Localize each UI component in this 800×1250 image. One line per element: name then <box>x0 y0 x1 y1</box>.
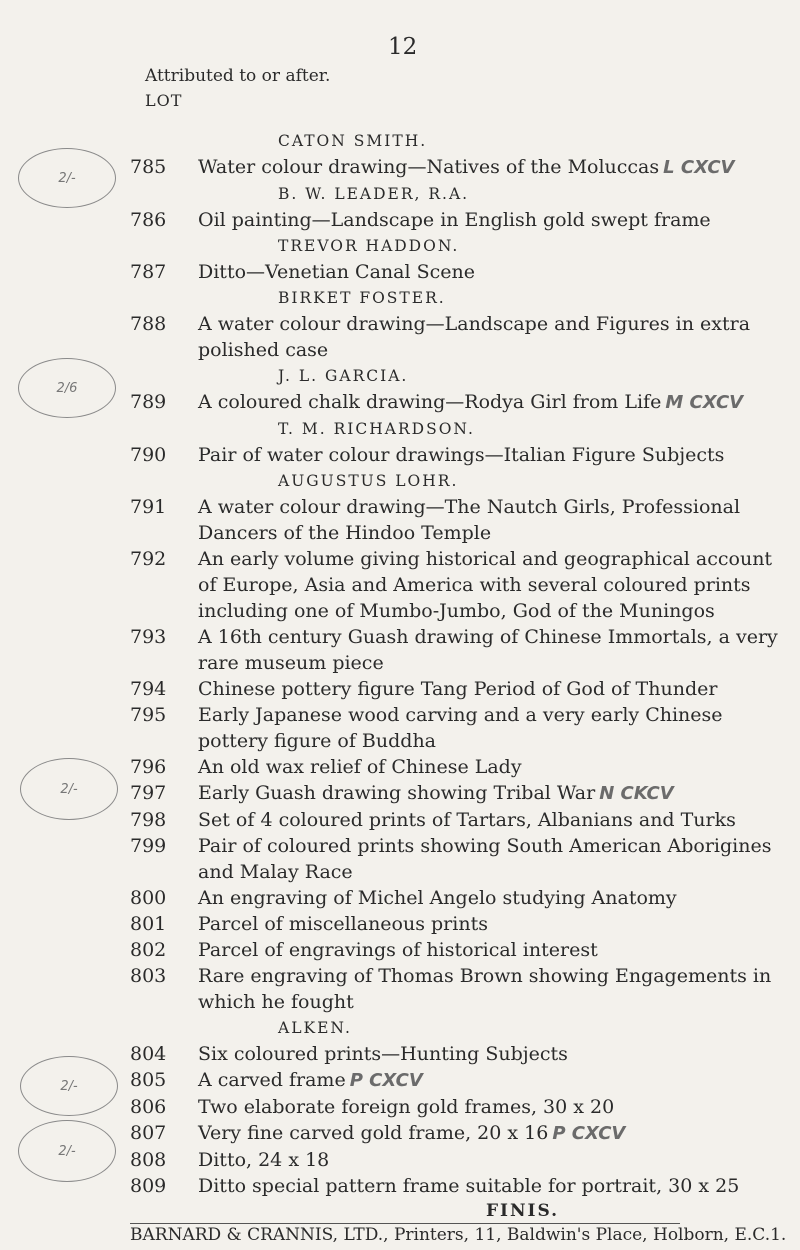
lot-entry <box>130 624 795 676</box>
lot-entry <box>130 207 795 233</box>
lot-number: 802 <box>130 939 167 961</box>
lot-description: A water colour drawing—Landscape and Figures in extra polished case <box>198 313 751 361</box>
lot-number: 804 <box>130 1043 167 1065</box>
lot-number: 803 <box>130 965 167 987</box>
lot-description: A 16th century Guash drawing of Chinese Immortals, a very rare museum piece <box>198 626 778 674</box>
artist-name: B. W. LEADER, R.A. <box>278 185 470 203</box>
lot-number: 786 <box>130 209 167 231</box>
lot-number: 787 <box>130 261 167 283</box>
lot-description: Ditto, 24 x 18 <box>198 1149 330 1171</box>
lot-entry <box>130 1120 795 1147</box>
lot-entry <box>130 546 795 624</box>
finis-text: FINIS. <box>485 1201 560 1221</box>
lot-description: Ditto special pattern frame suitable for portrait, 30 x 25 <box>198 1175 740 1197</box>
lot-number: 805 <box>130 1069 167 1091</box>
lot-number: 800 <box>130 887 167 909</box>
lot-entry <box>130 1041 795 1067</box>
lot-entry <box>130 780 795 807</box>
lot-entry <box>130 754 795 780</box>
artist-name: J. L. GARCIA. <box>278 367 409 385</box>
lot-number: 801 <box>130 913 167 935</box>
lot-entry <box>130 442 795 468</box>
artist-name: CATON SMITH. <box>278 132 428 150</box>
lot-number: 790 <box>130 444 167 466</box>
lot-number: 795 <box>130 704 167 726</box>
margin-mark-805: 2/- <box>20 1056 118 1116</box>
lot-description: Water colour drawing—Natives of the Moluccas L CXCV <box>198 156 735 178</box>
lot-entry <box>130 833 795 885</box>
lot-description: An early volume giving historical and geographical account of Europe, Asia and America with several coloured prints including one of Mumbo-Jumbo, God of the Muningos <box>198 548 773 622</box>
lot-number: 797 <box>130 782 167 804</box>
lot-entry <box>130 259 795 285</box>
artist-name: ALKEN. <box>278 1019 352 1037</box>
lot-description: Six coloured prints—Hunting Subjects <box>198 1043 568 1065</box>
lot-description: An old wax relief of Chinese Lady <box>198 756 522 778</box>
margin-mark-785: 2/- <box>18 148 116 208</box>
lot-description: An engraving of Michel Angelo studying Anatomy <box>198 887 677 909</box>
lot-entry <box>130 1094 795 1120</box>
lot-description: A carved frame P CXCV <box>198 1069 423 1091</box>
lot-number: 792 <box>130 548 167 570</box>
lot-column-heading: LOT <box>145 91 183 110</box>
lot-description: Very fine carved gold frame, 20 x 16 P CXCV <box>198 1122 626 1144</box>
page-number: 12 <box>388 34 418 60</box>
lot-description: Pair of water colour drawings—Italian Figure Subjects <box>198 444 725 466</box>
lot-number: 788 <box>130 313 167 335</box>
lot-entry <box>130 311 795 363</box>
lot-description: Ditto—Venetian Canal Scene <box>198 261 475 283</box>
lot-entry <box>130 154 795 181</box>
lot-entry <box>130 1173 795 1199</box>
margin-mark-789: 2/6 <box>18 358 116 418</box>
lot-entry <box>130 1147 795 1173</box>
lot-number: 807 <box>130 1122 167 1144</box>
lot-description: Two elaborate foreign gold frames, 30 x 20 <box>198 1096 615 1118</box>
lot-number: 793 <box>130 626 167 648</box>
lot-description: A coloured chalk drawing—Rodya Girl from Life M CXCV <box>198 391 744 413</box>
handwritten-note: P CXCV <box>349 1070 423 1091</box>
lot-number: 798 <box>130 809 167 831</box>
lot-description: A water colour drawing—The Nautch Girls, Professional Dancers of the Hindoo Temple <box>198 496 741 544</box>
lot-description: Parcel of miscellaneous prints <box>198 913 488 935</box>
lot-entry <box>130 389 795 416</box>
lot-entry <box>130 1067 795 1094</box>
lot-number: 796 <box>130 756 167 778</box>
lot-entry <box>130 807 795 833</box>
printer-imprint: BARNARD & CRANNIS, LTD., Printers, 11, Baldwin's Place, Holborn, E.C.1. <box>130 1225 787 1245</box>
handwritten-note: N CKCV <box>599 783 674 804</box>
artist-name: T. M. RICHARDSON. <box>278 420 475 438</box>
lot-entry <box>130 494 795 546</box>
lot-number: 791 <box>130 496 167 518</box>
lot-entry <box>130 702 795 754</box>
lot-entry <box>130 937 795 963</box>
margin-mark-807: 2/- <box>18 1120 116 1182</box>
handwritten-note: L CXCV <box>663 157 735 178</box>
artist-name: BIRKET FOSTER. <box>278 289 446 307</box>
margin-mark-797: 2/- <box>20 758 118 820</box>
attributed-heading: Attributed to or after. <box>145 66 331 86</box>
lot-description: Early Japanese wood carving and a very early Chinese pottery figure of Buddha <box>198 704 723 752</box>
lot-number: 809 <box>130 1175 167 1197</box>
catalogue-entries <box>130 128 795 1246</box>
handwritten-note: P CXCV <box>552 1123 626 1144</box>
lot-number: 794 <box>130 678 167 700</box>
lot-description: Early Guash drawing showing Tribal War N CKCV <box>198 782 674 804</box>
lot-description: Rare engraving of Thomas Brown showing Engagements in which he fought <box>198 965 772 1013</box>
lot-description: Oil painting—Landscape in English gold swept frame <box>198 209 711 231</box>
lot-number: 806 <box>130 1096 167 1118</box>
artist-name: TREVOR HADDON. <box>278 237 460 255</box>
lot-number: 785 <box>130 156 167 178</box>
lot-description: Chinese pottery figure Tang Period of God of Thunder <box>198 678 718 700</box>
lot-description: Set of 4 coloured prints of Tartars, Albanians and Turks <box>198 809 736 831</box>
lot-number: 789 <box>130 391 167 413</box>
lot-entry <box>130 911 795 937</box>
lot-entry <box>130 963 795 1015</box>
lot-description: Pair of coloured prints showing South American Aborigines and Malay Race <box>198 835 772 883</box>
lot-entry <box>130 885 795 911</box>
artist-name: AUGUSTUS LOHR. <box>278 472 459 490</box>
lot-number: 799 <box>130 835 167 857</box>
handwritten-note: M CXCV <box>665 392 744 413</box>
lot-entry <box>130 676 795 702</box>
lot-number: 808 <box>130 1149 167 1171</box>
lot-description: Parcel of engravings of historical interest <box>198 939 598 961</box>
